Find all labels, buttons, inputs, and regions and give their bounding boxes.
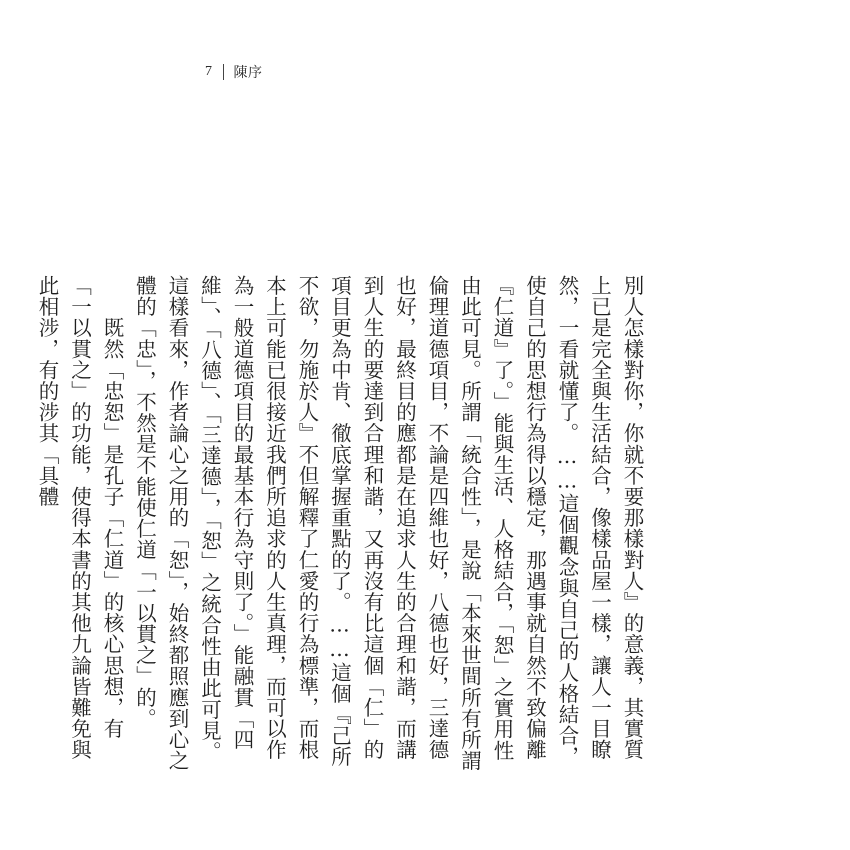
- header-divider: [223, 64, 224, 80]
- body-text: [35, 275, 648, 780]
- section-title: 陳序: [233, 66, 263, 81]
- running-header: [205, 62, 263, 82]
- paragraph-1: 別人怎樣對你，你就不要那樣對人』的意義，其實質上已是完全與生活結合，像樣品屋一樣，讓人一目瞭然，一看就懂了。……這個觀念與自己的人格結合，使自己的思想行為得以穩定，那遇事就自然不致偏離『仁道』了。」能與生活、人格結合，「恕」之實用性由此可見。所謂「統合性」，是說「本來世間所有所謂倫理道德項目，不論是四維也好，八德也好，三達德也好，最終目的應都是在追求人生的合理和諧，而講到人生的要達到合理和諧，又再沒有比這個「仁」的項目更為中肯、徹底掌握重點的了。……這個『己所不欲，勿施於人』不但解釋了仁愛的行為標準，而根本上可能已很接近我們所追求的人生真理，而可以作為一般道德項目的最基本行為守則了。」能融貫「四維」、「八德」、「三達德」，「恕」之統合性由此可見。這樣看來，作者論心之用的「恕」，始終都照應到心之體的「忠」，不然是不能使仁道「一以貫之」的。: [132, 275, 644, 772]
- page-number: 7: [205, 64, 213, 79]
- paragraph-2: 既然「忠恕」是孔子「仁道」的核心思想，有「一以貫之」的功能，使得本書的其他九論皆難免與此相涉，有的涉其「具體: [35, 275, 124, 761]
